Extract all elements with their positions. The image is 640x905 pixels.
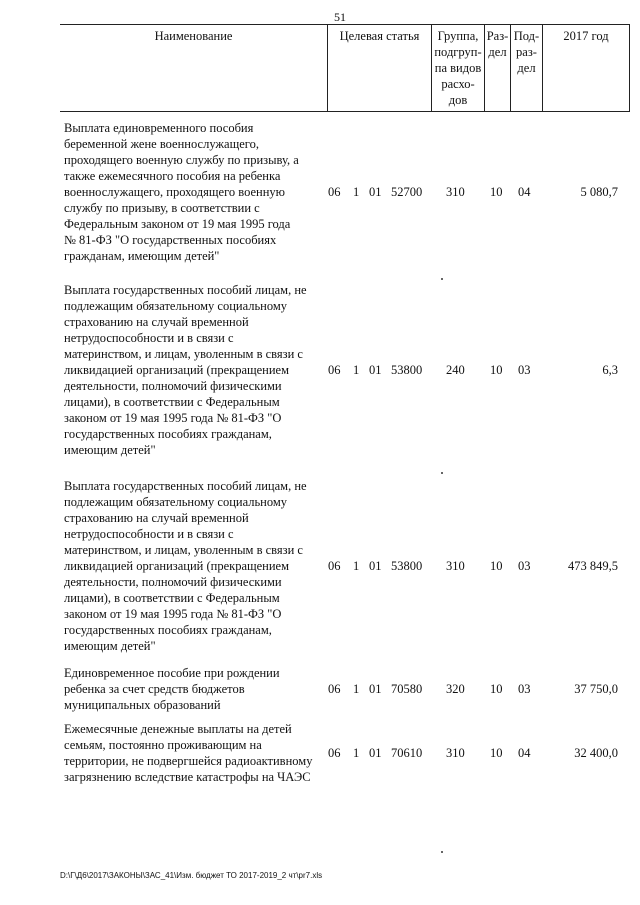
name-line: государственных пособиях гражданам,: [64, 427, 272, 441]
header-year-text: 2017 год: [563, 29, 609, 43]
header-group-line: Группа,: [437, 29, 479, 43]
name-line: страхованию на случай временной: [64, 511, 249, 525]
name-line: подлежащим обязательному социальному: [64, 495, 288, 509]
name-line: нетрудоспособности и в связи с: [64, 527, 234, 541]
target-part-3: 01: [369, 682, 382, 696]
name-line: имеющим детей": [64, 443, 156, 457]
name-line: законом от 19 мая 1995 года № 81-ФЗ "О: [64, 411, 282, 425]
scan-speck: [441, 278, 443, 280]
table-row: [60, 665, 630, 715]
file-path-footer: D:\Г\Д6\2017\ЗАКОНЫ\ЗАС_41\Изм. бюджет ТО 2017-2019_2 чт\pr7.xls: [60, 871, 323, 880]
header-name-text: Наименование: [154, 29, 233, 43]
name-line: беременной жене военнослужащего,: [64, 137, 259, 151]
header-target-text: Целевая статья: [339, 29, 420, 43]
header-group-line: расхо-: [441, 77, 475, 91]
target-part-1: 06: [328, 185, 341, 199]
amount: 473 849,5: [568, 559, 618, 573]
header-subsection-line: раз-: [516, 45, 537, 59]
subsection-code: 03: [518, 559, 531, 573]
target-part-4: 53800: [391, 363, 423, 377]
target-part-4: 70610: [391, 746, 423, 760]
name-line: деятельности, полномочий физическими: [64, 575, 282, 589]
name-line: военнослужащего, проходящего военную: [64, 185, 286, 199]
name-line: семьям, постоянно проживающим на: [64, 738, 262, 752]
name-line: лицами), в соответствии с Федеральным: [64, 395, 280, 409]
target-part-1: 06: [328, 559, 341, 573]
header-section-line: Раз-: [486, 29, 509, 43]
target-part-4: 70580: [391, 682, 423, 696]
group-code: 310: [446, 185, 465, 199]
section-code: 10: [490, 682, 503, 696]
name-line: Ежемесячные денежные выплаты на детей: [64, 722, 292, 736]
name-line: государственных пособиях гражданам,: [64, 623, 272, 637]
row-name: [64, 721, 332, 785]
amount: 5 080,7: [580, 185, 618, 199]
amount: 32 400,0: [574, 746, 618, 760]
table-row: [60, 282, 630, 462]
page-number: 51: [334, 10, 346, 24]
table-row: [60, 120, 630, 270]
row-name: [64, 120, 332, 264]
subsection-code: 04: [518, 185, 531, 199]
header-subsection: [510, 25, 542, 111]
target-part-4: 52700: [391, 185, 423, 199]
table-header: [60, 24, 630, 112]
name-line: имеющим детей": [64, 639, 156, 653]
group-code: 320: [446, 682, 465, 696]
name-line: также ежемесячного пособия на ребенка: [64, 169, 281, 183]
target-part-3: 01: [369, 559, 382, 573]
subsection-code: 03: [518, 363, 531, 377]
target-part-3: 01: [369, 746, 382, 760]
subsection-code: 03: [518, 682, 531, 696]
group-code: 240: [446, 363, 465, 377]
section-code: 10: [490, 185, 503, 199]
header-subsection-line: дел: [517, 61, 536, 75]
row-name: [64, 665, 332, 713]
name-line: № 81-ФЗ "О государственных пособиях: [64, 233, 277, 247]
header-group-line: дов: [448, 93, 468, 107]
target-part-1: 06: [328, 682, 341, 696]
name-line: проходящего военную службу по призыву, а: [64, 153, 299, 167]
name-line: загрязнению вследствие катастрофы на ЧАЭС: [64, 770, 311, 784]
row-name: [64, 478, 332, 654]
section-code: 10: [490, 363, 503, 377]
subsection-code: 04: [518, 746, 531, 760]
target-part-2: 1: [353, 363, 360, 377]
name-line: законом от 19 мая 1995 года № 81-ФЗ "О: [64, 607, 282, 621]
name-line: материнством, и лицам, уволенным в связи с: [64, 543, 303, 557]
target-part-3: 01: [369, 363, 382, 377]
name-line: службу по призыву, в соответствии с: [64, 201, 260, 215]
name-line: ликвидацией организаций (прекращением: [64, 363, 290, 377]
name-line: территории, не подвергшейся радиоактивному: [64, 754, 313, 768]
header-target: [327, 25, 431, 111]
header-subsection-line: Под-: [513, 29, 540, 43]
section-code: 10: [490, 559, 503, 573]
name-line: Выплата государственных пособий лицам, не: [64, 283, 307, 297]
section-code: 10: [490, 746, 503, 760]
amount: 6,3: [602, 363, 618, 377]
name-line: лицами), в соответствии с Федеральным: [64, 591, 280, 605]
target-part-4: 53800: [391, 559, 423, 573]
name-line: Выплата государственных пособий лицам, не: [64, 479, 307, 493]
header-year: [542, 25, 630, 111]
header-name: [60, 25, 327, 111]
target-part-1: 06: [328, 746, 341, 760]
name-line: муниципальных образований: [64, 698, 221, 712]
header-group-line: подгруп-: [434, 45, 482, 59]
name-line: подлежащим обязательному социальному: [64, 299, 288, 313]
row-name: [64, 282, 332, 458]
amount: 37 750,0: [574, 682, 618, 696]
target-part-1: 06: [328, 363, 341, 377]
name-line: ребенка за счет средств бюджетов: [64, 682, 245, 696]
header-group: [431, 25, 484, 111]
name-line: гражданам, имеющим детей": [64, 249, 220, 263]
target-part-2: 1: [353, 185, 360, 199]
table-row: [60, 478, 630, 658]
name-line: Единовременное пособие при рождении: [64, 666, 280, 680]
target-part-2: 1: [353, 559, 360, 573]
target-part-3: 01: [369, 185, 382, 199]
name-line: Выплата единовременного пособия: [64, 121, 254, 135]
table-row: [60, 721, 630, 787]
name-line: страхованию на случай временной: [64, 315, 249, 329]
name-line: Федеральным законом от 19 мая 1995 года: [64, 217, 291, 231]
header-group-line: па видов: [434, 61, 482, 75]
target-part-2: 1: [353, 746, 360, 760]
name-line: материнством, и лицам, уволенным в связи с: [64, 347, 303, 361]
group-code: 310: [446, 746, 465, 760]
group-code: 310: [446, 559, 465, 573]
name-line: ликвидацией организаций (прекращением: [64, 559, 290, 573]
name-line: деятельности, полномочий физическими: [64, 379, 282, 393]
header-section: [484, 25, 510, 111]
header-section-line: дел: [488, 45, 507, 59]
name-line: нетрудоспособности и в связи с: [64, 331, 234, 345]
scan-speck: [441, 472, 443, 474]
target-part-2: 1: [353, 682, 360, 696]
scan-speck: [441, 851, 443, 853]
